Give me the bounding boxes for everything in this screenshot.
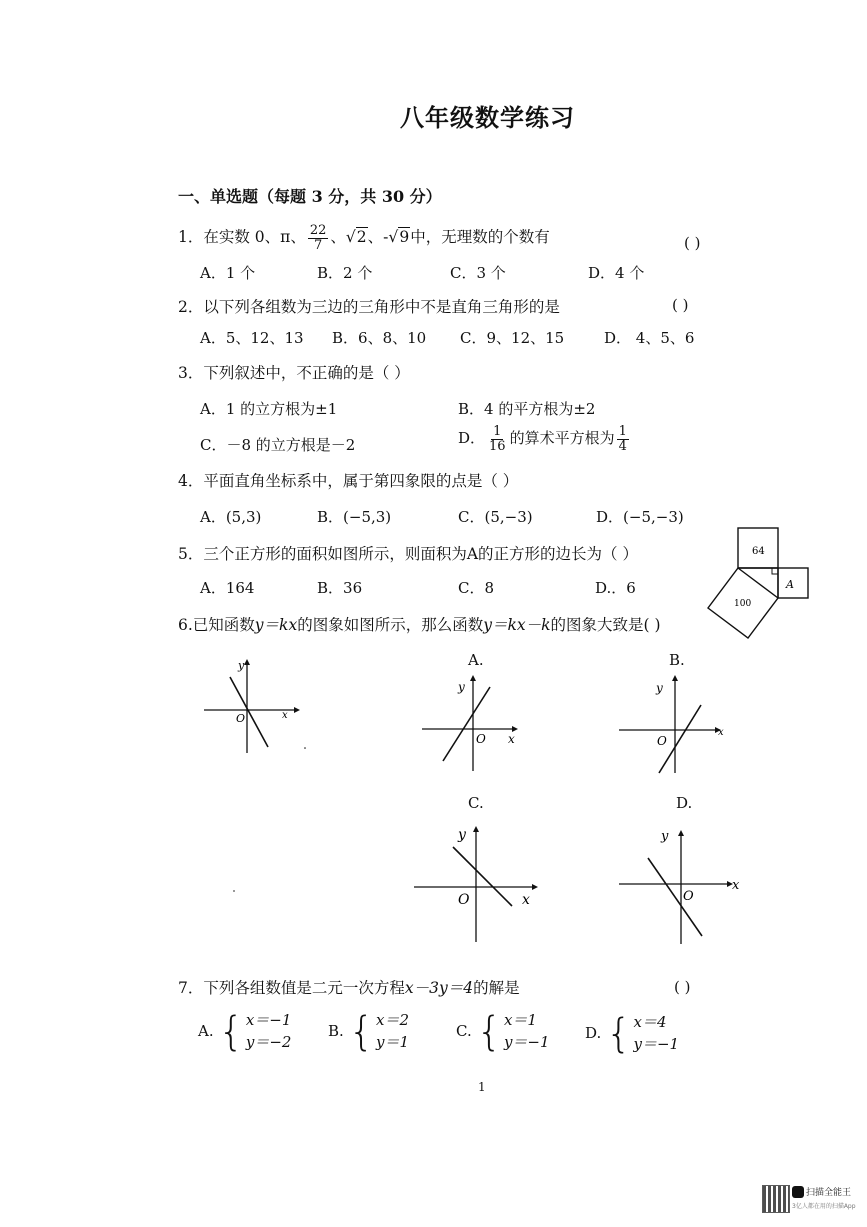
section-heading: 一、单选题（每题 3 分，共 30 分） xyxy=(178,187,442,206)
scan-speck xyxy=(233,890,235,892)
graph-option-b[interactable] xyxy=(615,673,730,778)
watermark-subtitle: 3亿人都在用的扫描App xyxy=(792,1203,856,1210)
q2-option-b[interactable]: B．6、8、10 xyxy=(332,329,427,347)
label-a: A xyxy=(786,578,794,591)
q5-option-a[interactable]: A．164 xyxy=(200,579,255,597)
graph-a-label[interactable]: A. xyxy=(468,651,484,669)
q7-option-b[interactable]: B. { x＝2 y＝1 xyxy=(328,1008,410,1055)
question-3-stem: 3．下列叙述中，不正确的是（ ） xyxy=(178,364,410,382)
q4-option-d[interactable]: D．(−5,−3) xyxy=(596,508,684,526)
svg-text:x: x xyxy=(282,710,288,721)
svg-text:x: x xyxy=(718,727,724,738)
fraction-1-16: $\frac{1}{16}$ xyxy=(489,424,506,454)
graph-option-a[interactable] xyxy=(418,673,523,773)
page-number: 1 xyxy=(478,1080,486,1094)
svg-text:O: O xyxy=(476,732,486,746)
label-100: 100 xyxy=(734,599,752,609)
fraction-22-7: $\frac{22}{7}$ xyxy=(309,223,327,253)
q3-option-a[interactable]: A．1 的立方根为±1 xyxy=(200,400,338,418)
question-4-stem: 4．平面直角坐标系中，属于第四象限的点是（ ） xyxy=(178,472,519,490)
question-7-stem: 7．下列各组数值是二元一次方程x－3y＝4的解是 xyxy=(178,979,520,997)
answer-paren-1[interactable]: ( ) xyxy=(684,234,701,252)
q5-option-c[interactable]: C．8 xyxy=(458,579,495,597)
svg-text:O: O xyxy=(683,889,694,904)
svg-text:O: O xyxy=(657,734,667,748)
svg-text:x: x xyxy=(732,878,740,893)
q4-option-a[interactable]: A．(5,3) xyxy=(200,508,262,526)
q1-option-b[interactable]: B．2 个 xyxy=(317,264,373,282)
graph-d-label[interactable]: D. xyxy=(676,794,693,812)
q7-option-a[interactable]: A. { x＝−1 y＝−2 xyxy=(198,1008,292,1055)
page-title: 八年级数学练习 xyxy=(400,103,575,132)
q1-option-a[interactable]: A．1 个 xyxy=(200,264,256,282)
q2-option-a[interactable]: A．5、12、13 xyxy=(200,329,304,347)
fraction-1-4: $\frac{1}{4}$ xyxy=(618,424,627,454)
sqrt-2: √2 xyxy=(345,228,367,247)
q4-option-c[interactable]: C．(5,−3) xyxy=(458,508,533,526)
q3-option-c[interactable]: C．－8 的立方根是－2 xyxy=(200,436,356,454)
answer-paren-2[interactable]: ( ) xyxy=(672,296,689,314)
svg-text:y: y xyxy=(656,681,663,695)
graph-option-d[interactable] xyxy=(615,826,745,946)
answer-paren-7[interactable]: ( ) xyxy=(674,978,691,996)
svg-text:x: x xyxy=(522,892,530,908)
q5-squares-figure xyxy=(700,522,815,647)
q1-option-d[interactable]: D．4 个 xyxy=(588,264,645,282)
svg-text:x: x xyxy=(508,732,515,746)
question-1-stem: 1．在实数 0、π、 $\frac{22}{7}$ 、√2、-√9中，无理数的个数有 xyxy=(178,223,550,253)
svg-text:O: O xyxy=(458,892,470,908)
q3-option-d[interactable]: D． $\frac{1}{16}$ 的算术平方根为 $\frac{1}{4}$ xyxy=(458,424,627,454)
svg-text:y: y xyxy=(661,829,669,844)
question-6-stem: 6.已知函数y＝kx的图象如图所示，那么函数y＝kx－k的图象大致是( ) xyxy=(178,616,661,634)
q4-option-b[interactable]: B．(−5,3) xyxy=(317,508,392,526)
svg-text:y: y xyxy=(458,827,466,843)
graph-option-c[interactable] xyxy=(410,822,545,944)
camscanner-logo-icon xyxy=(792,1186,804,1198)
q2-option-c[interactable]: C．9、12、15 xyxy=(460,329,565,347)
graph-b-label[interactable]: B. xyxy=(669,651,685,669)
label-64: 64 xyxy=(752,546,765,557)
q7-option-d[interactable]: D. { x＝4 y＝−1 xyxy=(585,1010,680,1057)
qr-code-icon xyxy=(762,1185,790,1213)
question-2-stem: 2．以下列各组数为三边的三角形中不是直角三角形的是 xyxy=(178,298,560,316)
graph-y-kx xyxy=(200,655,310,755)
svg-text:y: y xyxy=(458,680,465,694)
q5-option-b[interactable]: B．36 xyxy=(317,579,363,597)
q7-option-c[interactable]: C. { x＝1 y＝−1 xyxy=(456,1008,550,1055)
right-angle-mark xyxy=(772,568,778,574)
graph-c-label[interactable]: C. xyxy=(468,794,484,812)
q1-option-c[interactable]: C．3 个 xyxy=(450,264,506,282)
question-5-stem: 5．三个正方形的面积如图所示，则面积为A的正方形的边长为（ ） xyxy=(178,545,638,563)
q3-option-b[interactable]: B．4 的平方根为±2 xyxy=(458,400,596,418)
q5-option-d[interactable]: D.．6 xyxy=(595,579,636,597)
watermark-title: 扫描全能王 xyxy=(806,1188,852,1198)
sqrt-9: √9 xyxy=(388,228,410,247)
svg-text:O: O xyxy=(236,712,246,725)
svg-text:y: y xyxy=(238,659,245,672)
q2-option-d[interactable]: D． 4、5、6 xyxy=(604,329,695,347)
